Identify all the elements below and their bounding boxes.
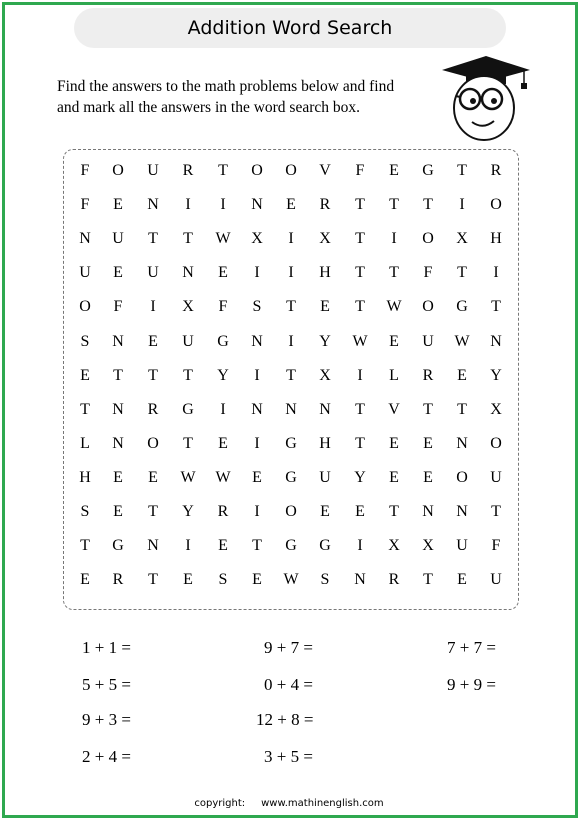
grid-letter[interactable]: T <box>148 503 158 520</box>
grid-letter[interactable]: V <box>388 400 400 418</box>
grid-row <box>64 264 518 286</box>
grid-letter[interactable]: T <box>148 230 158 248</box>
grid-letter[interactable]: I <box>288 230 294 248</box>
grid-letter[interactable]: I <box>459 196 465 214</box>
grid-letter[interactable]: O <box>285 503 297 520</box>
math-problem: 7 + 7 = <box>447 638 496 657</box>
grid-letter[interactable]: E <box>183 571 193 589</box>
grid-letter[interactable]: H <box>79 468 91 486</box>
instructions <box>57 76 427 118</box>
grid-row <box>64 435 518 457</box>
grid-letter[interactable]: W <box>454 332 470 350</box>
grid-letter[interactable]: I <box>254 264 260 282</box>
grid-letter[interactable]: U <box>147 264 159 282</box>
grid-letter[interactable]: U <box>490 571 502 589</box>
grid-letter[interactable]: T <box>423 400 433 418</box>
grid-letter[interactable]: N <box>422 503 434 520</box>
grid-letter[interactable]: E <box>252 468 262 486</box>
grid-letter[interactable]: T <box>389 264 399 282</box>
grid-letter[interactable]: W <box>386 298 402 316</box>
grid-letter[interactable]: N <box>112 332 124 350</box>
grid-letter[interactable]: G <box>217 332 229 350</box>
grid-letter[interactable]: E <box>148 468 158 486</box>
grid-letter[interactable]: U <box>319 468 331 486</box>
grid-row <box>64 401 518 423</box>
grid-letter[interactable]: N <box>490 332 502 350</box>
instructions-line-2: and mark all the answers in the word search box. <box>57 99 361 116</box>
grid-letter[interactable]: E <box>423 434 433 452</box>
math-problem: 3 + 5 = <box>264 747 313 766</box>
grid-letter[interactable]: H <box>319 434 331 452</box>
grid-letter[interactable]: G <box>319 537 331 555</box>
grid-letter[interactable]: O <box>490 196 502 214</box>
grid-letter[interactable]: T <box>355 298 365 316</box>
grid-letter[interactable]: E <box>389 468 399 486</box>
grid-letter[interactable]: N <box>354 571 366 589</box>
math-problem: 2 + 4 = <box>82 747 131 766</box>
grid-letter[interactable]: G <box>422 162 434 179</box>
math-problem: 9 + 7 = <box>264 638 313 657</box>
grid-letter[interactable]: R <box>182 162 194 179</box>
grid-letter[interactable]: T <box>113 366 123 384</box>
grid-letter[interactable]: I <box>254 503 260 520</box>
math-problem: 5 + 5 = <box>82 675 131 694</box>
grid-letter[interactable]: R <box>147 400 159 418</box>
grid-row <box>64 333 518 355</box>
grid-letter[interactable]: O <box>147 434 159 452</box>
grid-row <box>64 298 518 320</box>
footer-url[interactable]: www.mathinenglish.com <box>261 798 384 809</box>
grid-letter[interactable]: U <box>422 332 434 350</box>
grid-letter[interactable]: I <box>254 366 260 384</box>
grid-letter[interactable]: U <box>182 332 194 350</box>
grid-letter[interactable]: T <box>286 298 296 316</box>
grid-letter[interactable]: T <box>355 264 365 282</box>
grid-letter[interactable]: Y <box>182 503 194 520</box>
grid-letter[interactable]: T <box>286 366 296 384</box>
grid-letter[interactable]: N <box>251 332 263 350</box>
grid-letter[interactable]: X <box>388 537 400 555</box>
grid-letter[interactable]: R <box>490 162 502 179</box>
math-problem: 9 + 9 = <box>447 675 496 694</box>
grid-letter[interactable]: X <box>319 230 331 248</box>
grid-letter[interactable]: I <box>357 366 363 384</box>
grid-letter[interactable]: F <box>491 537 501 555</box>
grid-letter[interactable]: E <box>113 503 123 520</box>
grid-letter[interactable]: T <box>183 230 193 248</box>
grid-letter[interactable]: F <box>80 162 90 179</box>
grid-letter[interactable]: E <box>218 537 228 555</box>
grid-letter[interactable]: I <box>254 434 260 452</box>
grid-letter[interactable]: E <box>218 434 228 452</box>
grid-letter[interactable]: O <box>456 468 468 486</box>
grid-letter[interactable]: U <box>112 230 124 248</box>
grid-letter[interactable]: Y <box>354 468 366 486</box>
grid-letter[interactable]: L <box>80 434 90 452</box>
grid-letter[interactable]: N <box>456 503 468 520</box>
grid-letter[interactable]: N <box>319 400 331 418</box>
grid-letter[interactable]: I <box>185 537 191 555</box>
grid-letter[interactable]: N <box>112 400 124 418</box>
grid-letter[interactable]: R <box>319 196 331 214</box>
grid-letter[interactable]: T <box>491 503 501 520</box>
grid-letter[interactable]: I <box>185 196 191 214</box>
grid-letter[interactable]: F <box>218 298 228 316</box>
grid-letter[interactable]: E <box>80 366 90 384</box>
grid-row <box>64 367 518 389</box>
grid-letter[interactable]: E <box>457 366 467 384</box>
grid-letter[interactable]: T <box>355 434 365 452</box>
grid-letter[interactable]: Y <box>319 332 331 350</box>
grid-row <box>64 162 518 184</box>
grid-letter[interactable]: F <box>423 264 433 282</box>
grid-letter[interactable]: E <box>389 434 399 452</box>
grid-letter[interactable]: U <box>147 162 159 179</box>
math-problem: 9 + 3 = <box>82 710 131 729</box>
grid-letter[interactable]: E <box>113 196 123 214</box>
grid-letter[interactable]: R <box>422 366 434 384</box>
grid-letter[interactable]: F <box>80 196 90 214</box>
grid-letter[interactable]: T <box>389 503 399 520</box>
grid-letter[interactable]: E <box>218 264 228 282</box>
grid-letter[interactable]: E <box>320 503 330 520</box>
grid-letter[interactable]: E <box>113 468 123 486</box>
grid-letter[interactable]: N <box>182 264 194 282</box>
grid-letter[interactable]: N <box>251 400 263 418</box>
grid-row <box>64 196 518 218</box>
grid-letter[interactable]: E <box>457 571 467 589</box>
grid-letter[interactable]: O <box>422 230 434 248</box>
grid-letter[interactable]: I <box>220 196 226 214</box>
footer-label: copyright: <box>194 798 246 809</box>
grid-letter[interactable]: E <box>355 503 365 520</box>
instructions-line-1: Find the answers to the math problems below and find <box>57 78 395 95</box>
grid-letter[interactable]: I <box>493 264 499 282</box>
grid-letter[interactable]: N <box>147 196 159 214</box>
grid-letter[interactable]: V <box>319 162 331 179</box>
grid-letter[interactable]: I <box>357 537 363 555</box>
grid-letter[interactable]: L <box>389 366 399 384</box>
grid-letter[interactable]: O <box>79 298 91 316</box>
math-problem: 0 + 4 = <box>264 675 313 694</box>
grid-letter[interactable]: S <box>252 298 262 316</box>
grid-letter[interactable]: R <box>217 503 229 520</box>
grid-letter[interactable]: G <box>285 537 297 555</box>
grid-letter[interactable]: Y <box>490 366 502 384</box>
grid-letter[interactable]: O <box>490 434 502 452</box>
grid-letter[interactable]: R <box>112 571 124 589</box>
grid-letter[interactable]: N <box>79 230 91 248</box>
grid-letter[interactable]: H <box>319 264 331 282</box>
grid-letter[interactable]: S <box>80 503 90 520</box>
grid-letter[interactable]: E <box>80 571 90 589</box>
footer <box>0 798 578 809</box>
grid-letter[interactable]: T <box>80 400 90 418</box>
page-title-text: Addition Word Search <box>187 17 393 39</box>
grid-letter[interactable]: S <box>320 571 330 589</box>
math-problem: 1 + 1 = <box>82 638 131 657</box>
grid-letter[interactable]: E <box>423 468 433 486</box>
grid-letter[interactable]: Y <box>217 366 229 384</box>
grid-letter[interactable]: I <box>288 332 294 350</box>
grid-letter[interactable]: W <box>215 468 231 486</box>
grid-letter[interactable]: R <box>388 571 400 589</box>
grid-letter[interactable]: T <box>355 400 365 418</box>
grid-letter[interactable]: N <box>112 434 124 452</box>
grid-letter[interactable]: G <box>285 468 297 486</box>
grid-letter[interactable]: X <box>422 537 434 555</box>
grid-letter[interactable]: X <box>251 230 263 248</box>
grid-letter[interactable]: I <box>150 298 156 316</box>
graduate-smiley-icon <box>436 50 536 145</box>
grid-letter[interactable]: G <box>182 400 194 418</box>
grid-letter[interactable]: O <box>251 162 263 179</box>
grid-letter[interactable]: U <box>456 537 468 555</box>
word-search-grid <box>63 149 519 610</box>
grid-letter[interactable]: H <box>490 230 502 248</box>
grid-letter[interactable]: T <box>457 162 467 179</box>
grid-letter[interactable]: T <box>423 196 433 214</box>
math-problem: 12 + 8 = <box>256 710 314 729</box>
grid-letter[interactable]: O <box>422 298 434 316</box>
grid-letter[interactable]: U <box>79 264 91 282</box>
grid-letter[interactable]: U <box>490 468 502 486</box>
grid-row <box>64 230 518 252</box>
grid-letter[interactable]: T <box>218 162 228 179</box>
grid-letter[interactable]: G <box>285 434 297 452</box>
grid-letter[interactable]: T <box>148 571 158 589</box>
grid-row <box>64 571 518 593</box>
grid-letter[interactable]: O <box>112 162 124 179</box>
grid-letter[interactable]: T <box>252 537 262 555</box>
grid-letter[interactable]: T <box>355 196 365 214</box>
grid-letter[interactable]: W <box>283 571 299 589</box>
grid-letter[interactable]: T <box>183 366 193 384</box>
grid-letter[interactable]: F <box>355 162 365 179</box>
grid-letter[interactable]: W <box>180 468 196 486</box>
grid-letter[interactable]: X <box>319 366 331 384</box>
grid-letter[interactable]: I <box>220 400 226 418</box>
grid-letter[interactable]: W <box>215 230 231 248</box>
grid-letter[interactable]: O <box>285 162 297 179</box>
grid-letter[interactable]: W <box>352 332 368 350</box>
grid-letter[interactable]: T <box>457 264 467 282</box>
grid-letter[interactable]: N <box>251 196 263 214</box>
grid-row <box>64 503 518 525</box>
grid-letter[interactable]: X <box>456 230 468 248</box>
grid-letter[interactable]: T <box>355 230 365 248</box>
grid-letter[interactable]: X <box>182 298 194 316</box>
grid-letter[interactable]: T <box>148 366 158 384</box>
grid-letter[interactable]: S <box>80 332 90 350</box>
grid-letter[interactable]: E <box>389 162 399 179</box>
grid-letter[interactable]: E <box>252 571 262 589</box>
grid-letter[interactable]: T <box>491 298 501 316</box>
grid-letter[interactable]: E <box>389 332 399 350</box>
grid-row <box>64 537 518 559</box>
grid-letter[interactable]: N <box>285 400 297 418</box>
grid-letter[interactable]: E <box>148 332 158 350</box>
grid-letter[interactable]: I <box>391 230 397 248</box>
grid-letter[interactable]: E <box>286 196 296 214</box>
grid-letter[interactable]: E <box>113 264 123 282</box>
grid-letter[interactable]: G <box>112 537 124 555</box>
grid-letter[interactable]: T <box>183 434 193 452</box>
grid-letter[interactable]: T <box>423 571 433 589</box>
grid-letter[interactable]: N <box>456 434 468 452</box>
grid-letter[interactable]: T <box>80 537 90 555</box>
grid-letter[interactable]: S <box>218 571 228 589</box>
grid-letter[interactable]: N <box>147 537 159 555</box>
page-title <box>74 8 506 48</box>
grid-letter[interactable]: G <box>456 298 468 316</box>
grid-letter[interactable]: T <box>389 196 399 214</box>
grid-row <box>64 469 518 491</box>
grid-letter[interactable]: X <box>490 400 502 418</box>
grid-letter[interactable]: I <box>288 264 294 282</box>
grid-letter[interactable]: E <box>320 298 330 316</box>
grid-letter[interactable]: F <box>113 298 123 316</box>
grid-letter[interactable]: T <box>457 400 467 418</box>
